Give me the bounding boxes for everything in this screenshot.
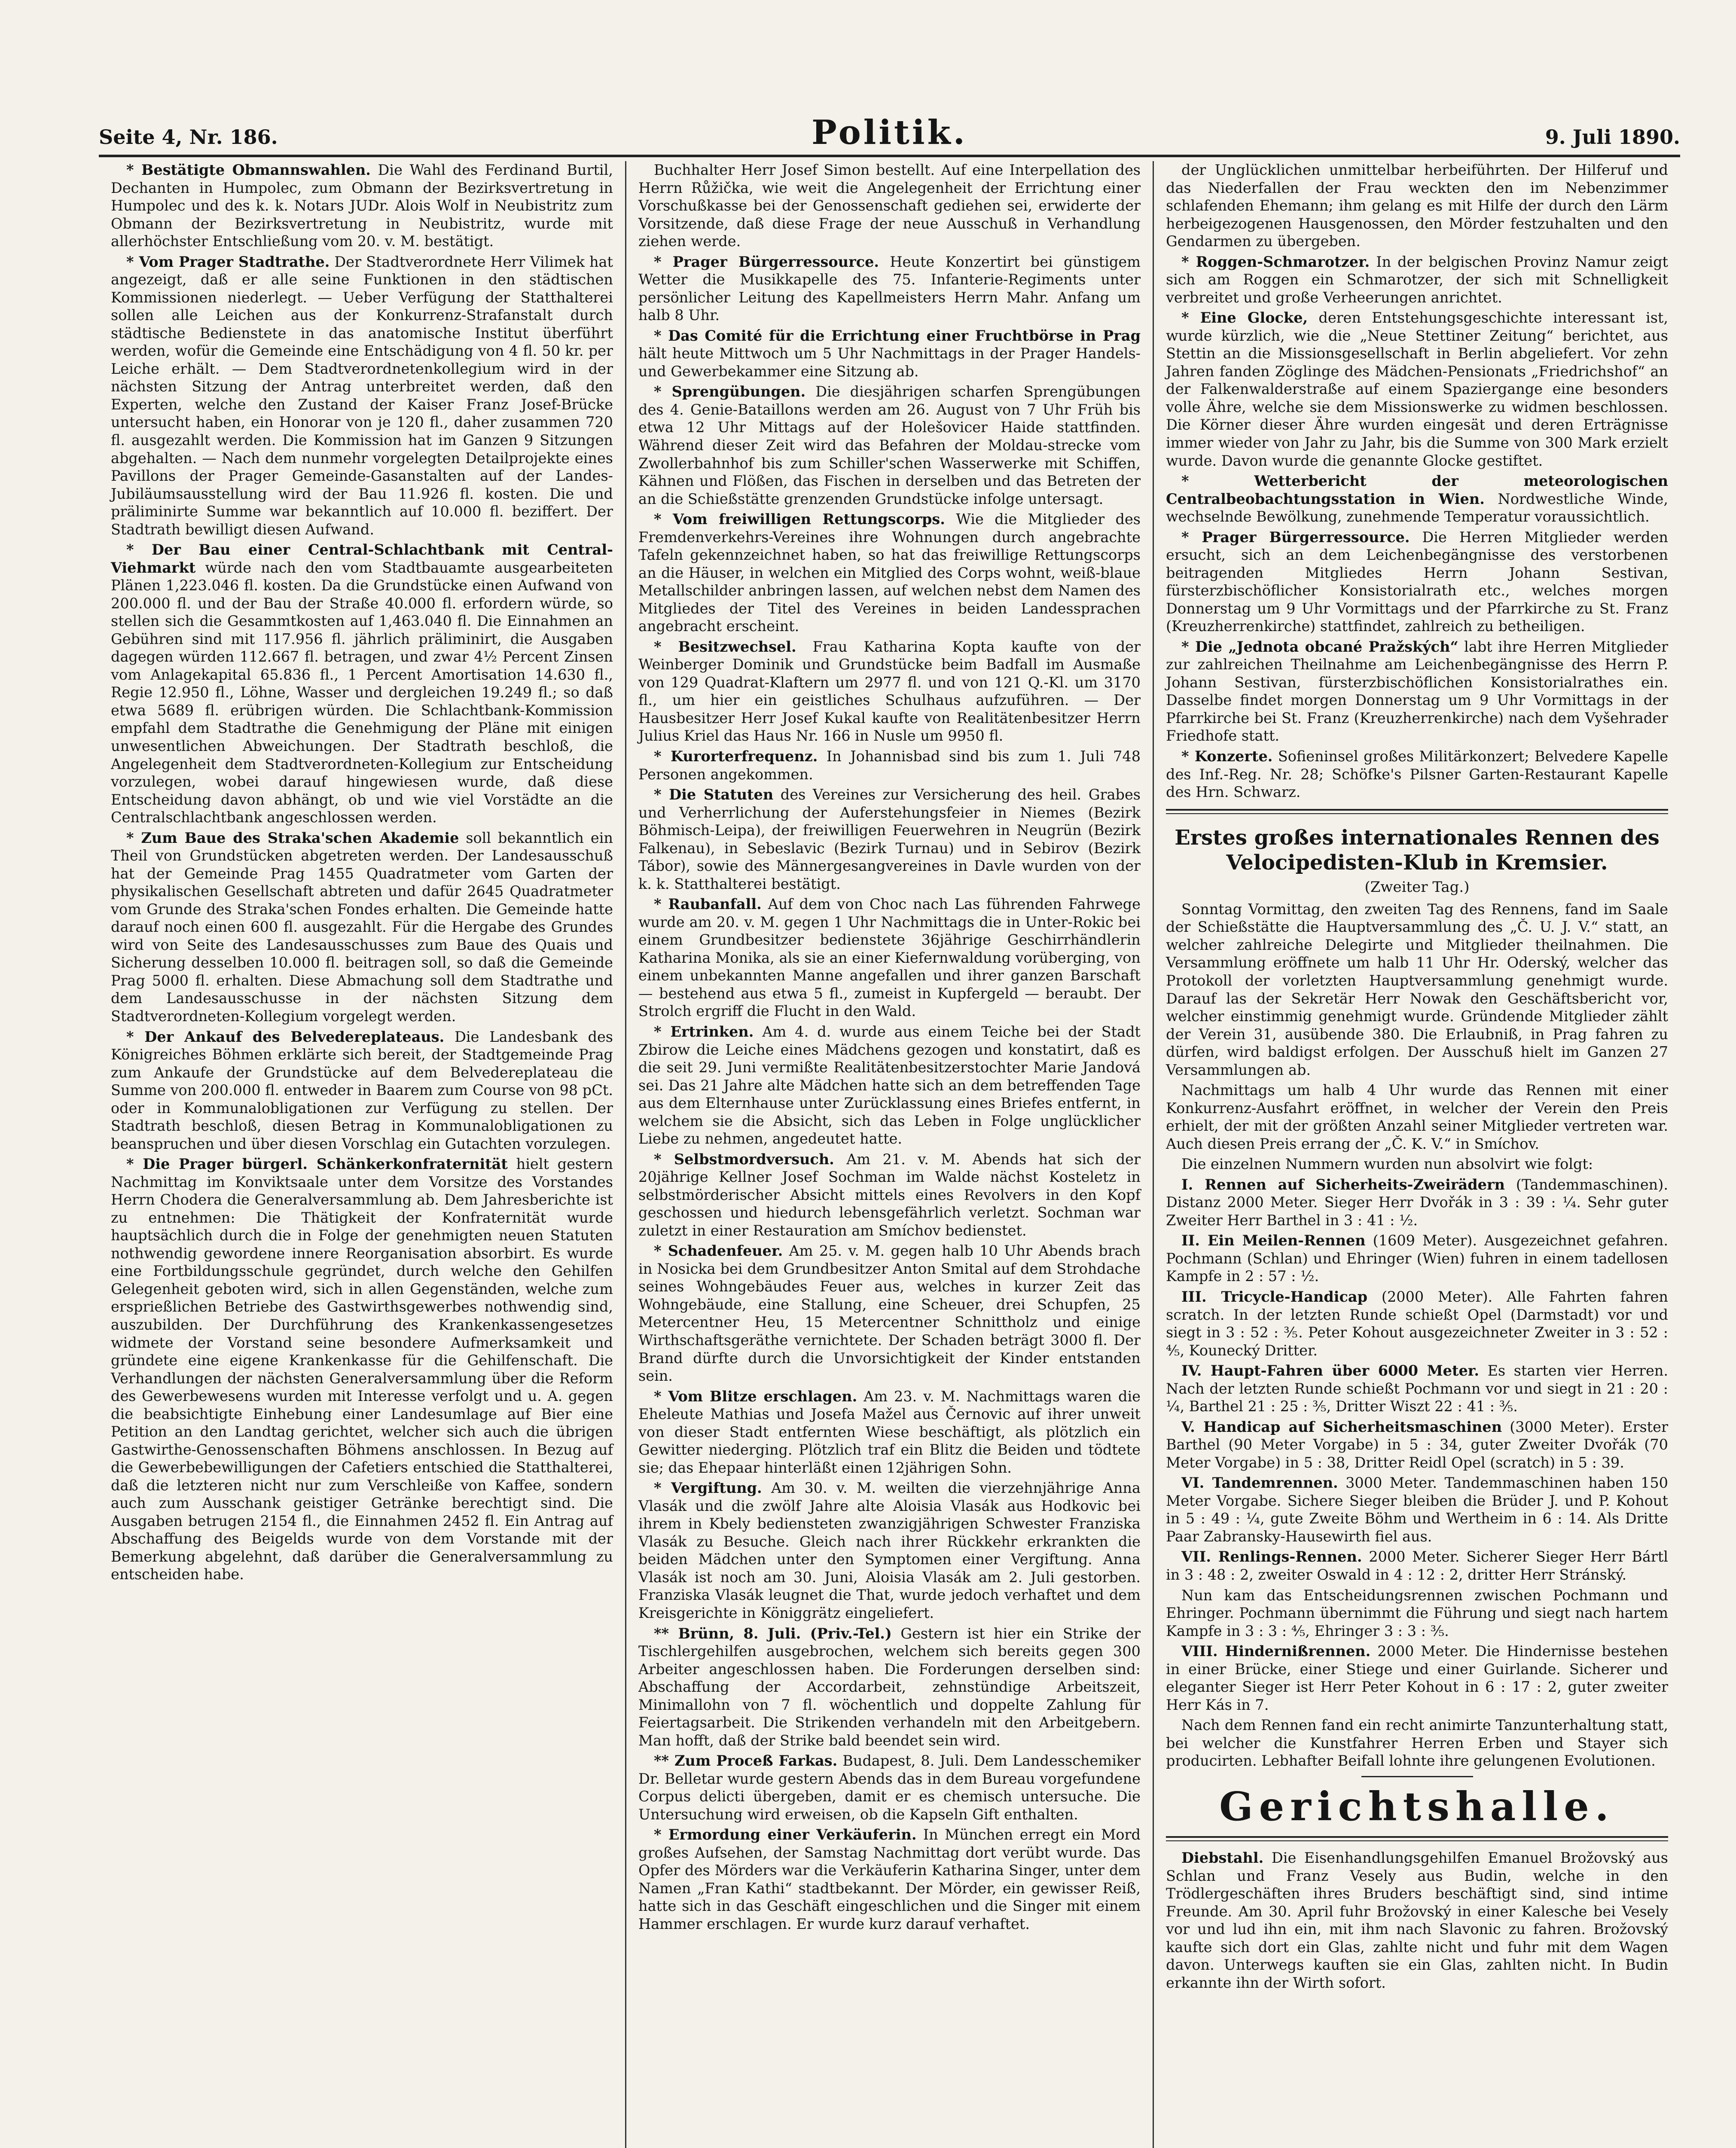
article-text: Nach dem Rennen fand ein recht animirte Tanzunterhaltung statt, bei welcher die Kunstfahrer Herren Erben und Stayer sich producirten. Lebhafter Beifall lohnte ihre gelungenen Evolutionen.	[1166, 1717, 1668, 1770]
article-paragraph	[638, 383, 1141, 508]
article-heading: * Eine Glocke,	[1181, 309, 1308, 326]
article-paragraph	[111, 541, 613, 827]
article-text: 2000 Meter. Sicherer Sieger Herr Bártl in 3 : 48 : 2, zweiter Oswald in 4 : 12 : 2, dritter Herr Stránský.	[1166, 1548, 1668, 1583]
issue-date: 9. Juli 1890.	[1545, 125, 1680, 149]
article-heading: * Die Statuten	[654, 786, 774, 803]
section-title: Politik.	[812, 113, 967, 152]
article-heading: * Selbstmordversuch.	[654, 1150, 834, 1168]
article-paragraph	[1166, 528, 1668, 635]
column-3-news	[1166, 161, 1668, 801]
article-heading: * Sprengübungen.	[654, 383, 806, 400]
article-text: Nun kam das Entscheidungsrennen zwischen Pochmann und Ehringer. Pochmann übernimmt die Führung und siegt nach hartem Kampfe in 3 : 3 : ⅘, Ehringer 3 : 3 : ⅗.	[1166, 1587, 1668, 1639]
article-paragraph	[1166, 1716, 1668, 1770]
article-heading: * Vom Blitze erschlagen.	[654, 1388, 857, 1405]
article-paragraph	[638, 1826, 1141, 1933]
court-section-body	[1166, 1849, 1668, 1992]
article-text: Die einzelnen Nummern wurden nun absolvirt wie folgt:	[1181, 1156, 1593, 1173]
article-paragraph	[638, 638, 1141, 745]
article-heading: * Prager Bürgerressource.	[1181, 528, 1410, 546]
article-paragraph	[638, 1625, 1141, 1750]
article-heading: * Die Prager bürgerl. Schänkerkonfraternität	[126, 1156, 508, 1173]
article-heading: ** Brünn, 8. Juli. (Priv.-Tel.)	[654, 1625, 892, 1642]
article-text: (Tandemmaschinen). Distanz 2000 Meter. Sieger Herr Dvořák in 3 : 39 : ¼. Sehr guter Zweiter Herr Barthel in 3 : 41 : ½.	[1166, 1176, 1668, 1229]
article-paragraph	[638, 1752, 1141, 1823]
page-number-issue: Seite 4, Nr. 186.	[99, 125, 278, 149]
article-text: Die Eisenhandlungsgehilfen Emanuel Brožovský aus Schlan und Franz Vesely aus Budin, welche in den Trödlergeschäften ihres Bruders beschäftigt sind, sind intime Freunde. Am 30. April fuhr Brožovský in einer Kalesche bei Vesely vor und lud ihn ein, mit ihm nach Slavonic zu fahren. Brožovský kaufte sich dort ein Glas, zahlte nicht und fuhr mit dem Wagen davon. Unterwegs kauften sie ein Glas, zahlten nicht. In Budin erkannte ihn der Wirth sofort.	[1166, 1849, 1668, 1991]
article-paragraph	[1166, 1587, 1668, 1640]
article-paragraph	[1166, 638, 1668, 745]
article-heading: III. Tricycle-Handicap	[1181, 1288, 1368, 1305]
article-heading: V. Handicap auf Sicherheitsmaschinen	[1181, 1418, 1502, 1435]
article-text: Am 25. v. M. gegen halb 10 Uhr Abends brach in Nosicka bei dem Grundbesitzer Anton Smital auf dem Strohdache seines Wohngebäudes Feuer aus, welches in kurzer Zeit das Wohngebäude, eine Stallung, eine Scheuer, drei Schupfen, 25 Metercentner Heu, 15 Metercentner Schnittholz und einige Wirthschaftsgeräthe vernichtete. Der Schaden beträgt 3000 fl. Der Brand dürfte durch die Unvorsichtigkeit der Kinder entstanden sein.	[638, 1242, 1141, 1385]
article-text: (1609 Meter). Ausgezeichnet gefahren. Pochmann (Schlan) und Ehringer (Wien) fuhren in einem tadellosen Kampfe in 2 : 57 : ½.	[1166, 1232, 1669, 1285]
article-heading: * Schadenfeuer.	[654, 1242, 783, 1260]
article-heading: * Vom Prager Stadtrathe.	[126, 253, 330, 270]
article-text: In der belgischen Provinz Namur zeigt sich am Roggen ein Schmarotzer, der sich mit Schnelligkeit verbreitet und große Verheerungen anrichtet.	[1166, 253, 1668, 306]
article-heading: * Raubanfall.	[654, 896, 762, 913]
article-heading: * Besitzwechsel.	[654, 638, 796, 655]
article-paragraph	[1166, 1474, 1668, 1545]
article-text: In Johannisbad sind bis zum 1. Juli 748 Personen angekommen.	[638, 748, 1141, 783]
article-paragraph	[638, 161, 1141, 250]
article-paragraph	[111, 1028, 613, 1153]
article-text: Gestern ist hier ein Strike der Tischlergehilfen ausgebrochen, welchem sich bereits gegen 300 Arbeiter angeschlossen haben. Die Forderungen derselben sind: Abschaffung der Accordarbeit, zehnstündige Arbeitszeit, Minimallohn von 7 fl. wöchentlich und doppelte Zahlung für Feiertagsarbeit. Die Strikenden verhandeln mit den Arbeitgebern. Man hofft, daß der Strike bald beendet sein wird.	[638, 1625, 1141, 1749]
article-text: In München erregt ein Mord großes Aufsehen, der Samstag Nachmittag dort verübt wurde. Das Opfer des Mörders war die Verkäuferin Katharina Singer, unter dem Namen „Fran Kathi“ stadtbekannt. Der Mörder, ein gewisser Reiß, hatte sich in das Geschäft eingeschlichen und die Singer mit einem Hammer erschlagen. Er wurde kurz darauf verhaftet.	[638, 1826, 1141, 1932]
article-text: Buchhalter Herr Josef Simon bestellt. Auf eine Interpellation des Herrn Růžička, wie weit die Angelegenheit der Errichtung einer Vorschußkasse bei der Genossenschaft gediehen sei, erwiderte der Vorsitzende, daß diese Frage der neue Ausschuß in Verhandlung ziehen werde.	[638, 162, 1141, 250]
article-paragraph	[1166, 1548, 1668, 1584]
article-paragraph	[1166, 900, 1668, 1079]
article-paragraph	[1166, 1362, 1668, 1416]
article-heading: * Bestätigte Obmannswahlen.	[126, 162, 371, 178]
column-3	[1153, 161, 1680, 2148]
article-text: Der Stadtverordnete Herr Vilimek hat angezeigt, daß er alle seine Funktionen in den städtischen Kommissionen niederlegt. — Ueber Verfügung der Statthalterei sollen alle Leichen aus der Konkurrenz-Strafanstalt durch städtische Bedienstete in das anatomische Institut überführt werden, wofür die Gemeinde eine Entschädigung von 4 fl. 50 kr. per Leiche erhält. — Dem Stadtverordnetenkollegium wird in der nächsten Sitzung der Antrag unterbreitet werden, daß den Experten, welche den Zustand der Kaiser Franz Josef-Brücke untersucht haben, ein Honorar von je 120 fl., daher zusammen 720 fl. ausgezahlt werden. Die Kommission hat im Ganzen 9 Sitzungen abgehalten. — Nach dem nunmehr vorgelegten Detailprojekte eines Pavillons der Prager Gemeinde-Gasanstalten auf der Landes-Jubiläumsausstellung wird der Bau 11.926 fl. kosten. Die und präliminirte Summe war bekanntlich auf 10.000 fl. beziffert. Der Stadtrath bewilligt diesen Aufwand.	[111, 253, 613, 538]
article-text: Heute Konzertirt bei günstigem Wetter die Musikkapelle des 75. Infanterie-Regiments unter persönlicher Leitung des Kapellmeisters Herrn Mahr. Anfang um halb 8 Uhr.	[638, 253, 1141, 324]
article-text: Sonntag Vormittag, den zweiten Tag des Rennens, fand im Saale der Schießstätte die Hauptversammlung des „Č. U. J. V.“ statt, an welcher zahlreiche Delegirte und Mitglieder theilnahmen. Die Versammlung eröffnete um halb 11 Uhr Hr. Oderský, welcher das Protokoll der vorletzten Hauptversammlung genehmigt wurde. Darauf las der Sekretär Herr Nowak den Geschäftsbericht vor, welcher einstimmig genehmigt wurde. Gründende Mitglieder zählt der Verein 31, ausübende 380. Die Erlaubniß, in Prag fahren zu dürfen, wird baldigst erfolgen. Der Ausschuß hielt im Ganzen 27 Versammlungen ab.	[1166, 900, 1668, 1078]
article-paragraph	[1166, 472, 1668, 526]
article-heading: * Vergiftung.	[654, 1480, 762, 1497]
article-text: hält heute Mittwoch um 5 Uhr Nachmittags in der Prager Handels- und Gewerbekammer eine Sitzung ab.	[638, 345, 1141, 380]
article-text: Nordwestliche Winde, wechselnde Bewölkung, zunehmende Temperatur voraussichtlich.	[1166, 490, 1668, 525]
article-paragraph	[1166, 1232, 1668, 1285]
article-paragraph	[1166, 161, 1668, 250]
article-paragraph	[1166, 1081, 1668, 1153]
article-paragraph	[638, 327, 1141, 381]
article-heading: VII. Renlings-Rennen.	[1181, 1548, 1362, 1565]
article-text: 2000 Meter. Die Hindernisse bestehen in einer Brücke, einer Stiege und einer Guirlande. Sicherer und eleganter Sieger ist Herr Peter Kohout in 6 : 17 : 2, guter zweiter Herr Kás in 7.	[1166, 1643, 1668, 1713]
article-paragraph	[1166, 1642, 1668, 1714]
article-text: des Vereines zur Versicherung des heil. Grabes und Verherrlichung der Auferstehungsfeier in Niemes (Bezirk Böhmisch-Leipa), der freiwilligen Feuerwehren in Neugrün (Bezirk Falkenau), in Sebeslavic (Bezirk Turnau) und in Sebirov (Bezirk Tábor), sowie des Männergesangvereines in Davle wurden von der k. k. Statthalterei bestätigt.	[638, 786, 1141, 892]
article-paragraph	[1166, 748, 1668, 801]
article-paragraph	[1166, 1849, 1668, 1992]
article-text: 3000 Meter. Tandemmaschinen haben 150 Meter Vorgabe. Sichere Sieger bleiben die Brüder J. und P. Kohout in 5 : 49 : ¼, gute Zweite Böhm und Wertheim in 6 : 14. Als Dritte Paar Zabransky-Hausewirth fiel aus.	[1166, 1474, 1668, 1545]
article-paragraph	[638, 510, 1141, 635]
article-paragraph	[1166, 1418, 1668, 1472]
article-text: Am 30. v. M. weilten die vierzehnjährige Anna Vlasák und die zwölf Jahre alte Aloisia Vlasák aus Hodkovic bei ihrem in Kbely bediensteten zwanzigjährigen Schwester Franziska Vlasák zu Besuche. Gleich nach ihrer Rückkehr erkrankten die beiden Mädchen unter den Symptomen einer Vergiftung. Anna Vlasák ist noch am 30. Juni, Aloisia Vlasák am 2. Juli gestorben. Franziska Vlasák leugnet die That, wurde jedoch verhaftet und dem Kreisgerichte in Königgrätz eingeliefert.	[638, 1480, 1141, 1621]
article-text: würde nach den vom Stadtbauamte ausgearbeiteten Plänen 1,223.046 fl. kosten. Da die Grundstücke einen Aufwand von 200.000 fl. und der Bau der Straße 40.000 fl. erfordern würde, so stellen sich die Gesammtkosten auf 1,463.040 fl. Die Einnahmen an Gebühren sind mit 117.956 fl. jährlich präliminirt, die Ausgaben dagegen würden 112.667 fl. betragen, und zwar 4½ Percent Zinsen vom Anlagekapital 65.836 fl., 1 Percent Amortisation 14.630 fl., Regie 12.950 fl., Löhne, Wasser und dergleichen 19.249 fl.; so daß etwa 5689 fl. erübrigen würden. Die Schlachtbank-Kommission empfahl dem Stadtrathe die Genehmigung der Pläne mit einigen unwesentlichen Abweichungen. Der Stadtrath beschloß, die Angelegenheit dem Stadtverordneten-Kollegium zur Entscheidung vorzulegen, wobei darauf hingewiesen wurde, daß diese Entscheidung davon abhängt, ob und wie viel Vorstädte an die Centralschlachtbank angeschlossen werden.	[111, 559, 613, 826]
article-text: Sofieninsel großes Militärkonzert; Belvedere Kapelle des Inf.-Reg. Nr. 28; Schöfke's Pilsner Garten-Restaurant Kapelle des Hrn. Schwarz.	[1166, 748, 1668, 801]
article-paragraph	[638, 786, 1141, 893]
article-text: Es starten vier Herren. Nach der letzten Runde schießt Pochmann vor und siegt in 21 : 20 : ¼, Barthel 21 : 25 : ⅗, Dritter Wiszt 22 : 41 : ⅗.	[1166, 1362, 1668, 1415]
article-heading: * Wetterbericht der meteorologischen Centralbeobachtungsstation in Wien.	[1166, 473, 1668, 507]
article-paragraph	[638, 1023, 1141, 1148]
article-paragraph	[638, 253, 1141, 324]
article-heading: * Ertrinken.	[654, 1023, 754, 1040]
article-text: Die diesjährigen scharfen Sprengübungen des 4. Genie-Bataillons werden am 26. August von 7 Uhr Früh bis etwa 12 Uhr Mittags auf der Holešovicer Haide stattfinden. Während dieser Zeit wird das Befahren der Moldau-strecke vom Zwollerbahnhof bis zum Schiller'schen Wasserwerke mit Schiffen, Kähnen und Flößen, das Fischen in derselben und das Betreten der an die Schießstätte grenzenden Grundstücke infolge untersagt.	[638, 383, 1141, 507]
article-paragraph	[638, 1479, 1141, 1622]
article-heading: * Roggen-Schmarotzer.	[1181, 253, 1370, 270]
court-section-divider	[1166, 1836, 1668, 1841]
race-report-subtitle: (Zweiter Tag.)	[1364, 878, 1470, 896]
article-paragraph	[111, 1155, 613, 1584]
article-text: Budapest, 8. Juli. Dem Landesschemiker Dr. Belletar wurde gestern Abends das in dem Bureau vorgefundene Corpus delicti übergeben, damit er es chemisch untersuche. Die Untersuchung wird erweisen, ob die Kapseln Gift enthalten.	[638, 1752, 1141, 1823]
article-heading: * Der Ankauf des Belvedereplateaus.	[126, 1028, 445, 1045]
article-text: Die Landesbank des Königreiches Böhmen erklärte sich bereit, der Stadtgemeinde Prag zum Ankaufe der Grundstücke auf dem Belvedereplateau die Summe von 200.000 fl. entweder in Baarem zum Course von 98 pCt. oder in Kommunalobligationen zur Verfügung zu stellen. Der Stadtrath beschloß, diesen Betrag in Kommunalobligationen zu beanspruchen und über diesen Vorschlag ein Gutachten vorzulegen.	[111, 1028, 613, 1152]
court-section-title: Gerichtshalle.	[1219, 1783, 1615, 1830]
article-heading: * Vom freiwilligen Rettungscorps.	[654, 511, 945, 528]
article-heading: II. Ein Meilen-Rennen	[1181, 1232, 1366, 1249]
article-paragraph	[1166, 309, 1668, 470]
article-paragraph	[1166, 253, 1668, 307]
article-paragraph	[111, 253, 613, 539]
page-header	[99, 113, 1680, 157]
article-text: Frau Katharina Kopta kaufte von der Weinberger Dominik und Grundstücke beim Badfall im Ausmaße von 129 Quadrat-Klaftern um 2977 fl. und von 121 Q.-Kl. um 3170 fl., um hier ein geistliches Schulhaus aufzuführen. — Der Hausbesitzer Herr Josef Kukal kaufte von Realitätenbesitzer Herrn Julius Kriel das Haus Nr. 166 in Nusle um 9950 fl.	[638, 638, 1141, 744]
article-paragraph	[638, 895, 1141, 1020]
article-text: der Unglücklichen unmittelbar herbeiführten. Der Hilferuf und das Niederfallen der Frau weckten den im Nebenzimmer schlafenden Ehemann; ihm gelang es mit Hilfe der durch den Lärm herbeigezogenen Hausgenossen, den Mörder festzuhalten und den Gendarmen zu übergeben.	[1166, 162, 1668, 250]
article-paragraph	[638, 748, 1141, 783]
article-text: Am 4. d. wurde aus einem Teiche bei der Stadt Zbirow die Leiche eines Mädchens gezogen und konstatirt, daß es die seit 29. Juni vermißte Realitätenbesitzerstochter Marie Jandová sei. Das 21 Jahre alte Mädchen hatte sich an dem betreffenden Tage aus dem Elternhause unter Zurücklassung eines Briefes entfernt, in welchem sie die Absicht, sich das Leben in Folge unglücklicher Liebe zu nehmen, angedeutet hatte.	[638, 1023, 1141, 1147]
article-heading: * Konzerte.	[1181, 748, 1273, 765]
article-text: deren Entstehungsgeschichte interessant ist, wurde kürzlich, wie die „Neue Stettiner Zeitung“ berichtet, aus Stettin an die Missionsgesellschaft in Berlin abgeliefert. Vor zehn Jahren fanden Zöglinge des Mädchen-Pensionats „Friedrichshof“ an der Falkenwalderstraße auf einem Spaziergange eine besonders volle Ähre, welche sie dem Missionswerke zu widmen beschlossen. Die Körner dieser Ähre wurden eingesät und deren Erträgnisse immer wieder von Jahr zu Jahr, bis die Summe von 300 Mark erzielt wurde. Davon wurde die genannte Glocke gestiftet.	[1166, 309, 1668, 469]
article-text: (3000 Meter). Erster Barthel (90 Meter Vorgabe) in 5 : 34, guter Zweiter Dvořák (70 Meter Vorgabe) in 5 : 38, Dritter Reidl Opel (scratch) in 5 : 39.	[1166, 1418, 1668, 1471]
text-columns	[99, 161, 1680, 2148]
article-text: hielt gestern Nachmittag im Konviktsaale unter dem Vorsitze des Vorstandes Herrn Chodera die Generalversammlung ab. Dem Jahresberichte ist zu entnehmen: Die Thätigkeit der Konfraternität wurde hauptsächlich durch die in Folge der genehmigten neuen Statuten nothwendig gewordene innere Reorganisation absorbirt. Es wurde eine Fortbildungsschule gegründet, durch welche den Gehilfen Gelegenheit geboten wird, sich in allen Gegenständen, welche zum ersprießlichen Betriebe des Gastwirthsgewerbes nothwendig sind, auszubilden. Der Durchführung des Krankenkassengesetzes widmete der Vorstand seine besondere Aufmerksamkeit und gründete eine eigene Krankenkasse für die Gehilfenschaft. Die Verhandlungen der nächsten Generalversammlung über die Reform des Gewerbewesens wurden mit Interesse verfolgt und u. A. gegen die beabsichtigte Einhebung einer Landesumlage auf Bier eine Petition an den Landtag gerichtet, welcher sich auch die übrigen Gastwirthe-Genossenschaften Böhmens anschlossen. In Bezug auf die Gewerbebewilligungen der Cafetiers entschied die Statthalterei, daß die letzteren nicht nur zum Verschleiße von Kaffee, sondern auch zum Ausschank geistiger Getränke berechtigt sind. Die Ausgaben betrugen 2154 fl., die Einnahmen 2452 fl. Ein Antrag auf Abschaffung des Beigelds wurde von dem Vorstande mit der Bemerkung abgelehnt, daß darüber die Generalversammlung zu entscheiden habe.	[111, 1156, 613, 1583]
article-text: Nachmittags um halb 4 Uhr wurde das Rennen mit einer Konkurrenz-Ausfahrt eröffnet, in welcher der Verein den Preis erhielt, der mit der größten Anzahl seiner Mitglieder vertreten war. Auch diesen Preis errang der „Č. K. V.“ in Smíchov.	[1166, 1082, 1668, 1152]
article-heading: Diebstahl.	[1181, 1849, 1264, 1866]
article-paragraph	[638, 1150, 1141, 1240]
article-text: Wie die Mitglieder des Fremdenverkehrs-Vereines ihre Wohnungen durch angebrachte Tafeln gekennzeichnet haben, so hat das freiwillige Rettungscorps an die Häuser, in welchen ein Mitglied des Corps wohnt, weiß-blaue Metallschilder anbringen lassen, auf welchen nebst dem Namen des Mitgliedes der Titel des Vereines in beiden Landessprachen angebracht erscheint.	[638, 511, 1141, 635]
column-1	[99, 161, 625, 2148]
article-paragraph	[638, 1242, 1141, 1385]
column-2	[625, 161, 1153, 2148]
article-heading: VIII. Hindernißrennen.	[1181, 1643, 1371, 1660]
article-heading: ** Zum Proceß Farkas.	[654, 1752, 838, 1770]
article-paragraph	[638, 1388, 1141, 1477]
article-heading: * Prager Bürgerressource.	[654, 253, 879, 270]
article-heading: IV. Haupt-Fahren über 6000 Meter.	[1181, 1362, 1480, 1379]
article-heading: I. Rennen auf Sicherheits-Zweirädern	[1181, 1176, 1505, 1193]
article-text: Auf dem von Choc nach Las führenden Fahrwege wurde am 20. v. M. gegen 1 Uhr Nachmittags die in Unter-Rokic bei einem Grundbesitzer bedienstete 36jährige Geschirrhändlerin Katharina Monika, als sie an einer Kiefernwaldung vorüberging, von einem unbekannten Manne angefallen und ihrer ganzen Barschaft — bestehend aus etwa 5 fl., zumeist in Kupfergeld — beraubt. Der Strolch ergriff die Flucht in den Wald.	[638, 896, 1141, 1020]
article-text: Am 23. v. M. Nachmittags waren die Eheleute Mathias und Josefa Mažel aus Černovic auf ihrer unweit von dieser Stadt entfernten Wiese beschäftigt, als plötzlich ein Gewitter niederging. Plötzlich traf ein Blitz die Beiden und tödtete sie; das Ehepaar hinterläßt einen 12jährigen Sohn.	[638, 1388, 1141, 1476]
race-report-body	[1166, 900, 1668, 1770]
article-text: labt ihre Herren Mitglieder zur zahlreichen Theilnahme am Leichenbegängnisse des Herrn P. Johann Sestivan, fürsterzbischöflichen Konsistorialrathes ein. Dasselbe findet morgen Donnerstag um 9 Uhr Vormittags in der Pfarrkirche bei St. Franz (Kreuzherrenkirche) nach dem Vyšehrader Friedhofe statt.	[1166, 638, 1669, 744]
article-text: Die Wahl des Ferdinand Burtil, Dechanten in Humpolec, zum Obmann der Bezirksvertretung in Humpolec und des k. k. Notars JUDr. Alois Wolf in Neubistritz zum Obmann der Bezirksvertretung in Neubistritz, wurde mit allerhöchster Entschließung vom 20. v. M. bestätigt.	[111, 162, 613, 250]
article-text: soll bekanntlich ein Theil von Grundstücken abgetreten werden. Der Landesausschuß hat der Gemeinde Prag 1455 Quadratmeter vom Garten der physikalischen Gesellschaft abtreten und dafür 2645 Quadratmeter vom Grunde des Straka'schen Fondes erhalten. Die Gemeinde hatte darauf noch einen 600 fl. ausgezahlt. Für die Hergabe des Grundes wird von Seite des Landesausschusses zum Baue des Quais und Sicherung desselben 10.000 fl. beitragen soll, so daß die Gemeinde Prag 5000 fl. erhalten. Diese Abmachung soll dem Stadtrathe und dem Landesausschusse in der nächsten Sitzung dem Stadtverordneten-Kollegium vorgelegt werden.	[111, 829, 613, 1025]
section-divider	[1166, 809, 1668, 814]
article-paragraph	[111, 161, 613, 250]
article-heading: * Ermordung einer Verkäuferin.	[654, 1826, 917, 1843]
article-text: Am 21. v. M. Abends hat sich der 20jährige Kellner Josef Sochman im Walde nächst Kosteletz in selbstmörderischer Absicht mittels eines Revolvers in den Kopf geschossen und hiedurch lebensgefährlich verletzt. Sochman war zuletzt in einer Restauration am Smíchov bedienstet.	[638, 1150, 1141, 1239]
article-heading: * Zum Baue des Straka'schen Akademie	[126, 829, 459, 846]
article-heading: * Das Comité für die Errichtung einer Fruchtbörse in Prag	[654, 327, 1141, 344]
article-paragraph	[1166, 1288, 1668, 1359]
article-heading: * Kurorterfrequenz.	[654, 748, 818, 765]
race-report-title: Erstes großes internationales Rennen des Velocipedisten-Klub in Kremsier.	[1175, 825, 1660, 875]
article-heading: * Die „Jednota obcané Pražských“	[1181, 638, 1458, 655]
article-paragraph	[1166, 1155, 1668, 1173]
article-heading: * Der Bau einer Central-Schlachtbank mit Central-Viehmarkt	[111, 541, 613, 576]
article-paragraph	[1166, 1176, 1668, 1230]
article-text: Die Herren Mitglieder werden ersucht, sich an dem Leichenbegängnisse des verstorbenen beitragenden Mitgliedes Herrn Johann Sestivan, fürsterzbischöflicher Konsistorialrath etc., welches morgen Donnerstag um 9 Uhr Vormittags und der Pfarrkirche zu St. Franz (Kreuzherrenkirche) stattfindet, zahlreich zu betheiligen.	[1166, 528, 1668, 635]
article-heading: VI. Tandemrennen.	[1181, 1474, 1338, 1492]
short-divider	[1361, 1776, 1473, 1777]
article-text: (2000 Meter). Alle Fahrten fahren scratch. In der letzten Runde schießt Opel (Darmstadt) vor und siegt in 3 : 52 : ⅗. Peter Kohout ausgezeichneter Zweiter in 3 : 52 : ⅘, Kounecký Dritter.	[1166, 1288, 1668, 1359]
article-paragraph	[111, 829, 613, 1025]
